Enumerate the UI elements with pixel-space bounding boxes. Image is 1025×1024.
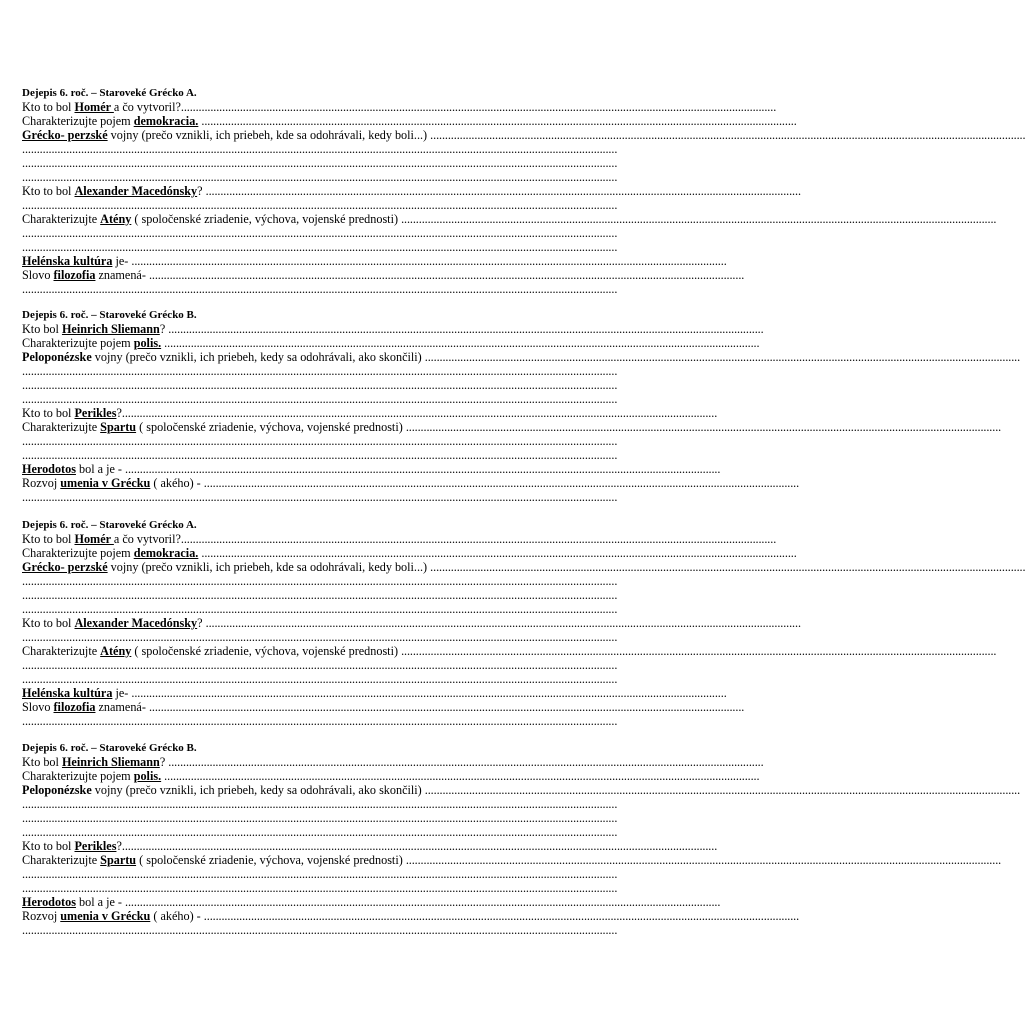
dotted-fill: .......................................................................................................................................................................................................... bbox=[430, 128, 1025, 142]
question-line bbox=[22, 853, 1002, 867]
question-text: ( spoločenské zriadenie, výchova, vojenské prednosti) bbox=[136, 420, 406, 434]
answer-blank-line bbox=[22, 392, 662, 406]
question-line bbox=[22, 755, 764, 769]
question-text: ( akého) - bbox=[150, 476, 204, 490]
dotted-fill: .......................................................................................................................................................................................................... bbox=[22, 811, 618, 825]
key-term: Helénska kultúra bbox=[22, 254, 113, 268]
dotted-fill: .......................................................................................................................................................................................................... bbox=[205, 184, 801, 198]
question-line bbox=[22, 895, 721, 909]
question-text: Kto to bol bbox=[22, 184, 75, 198]
question-line bbox=[22, 909, 800, 923]
key-term: umenia v Grécku bbox=[60, 909, 151, 923]
question-line bbox=[22, 420, 1002, 434]
section-title: Dejepis 6. roč. – Staroveké Grécko B. bbox=[22, 309, 197, 321]
question-line bbox=[22, 406, 718, 420]
dotted-fill: .......................................................................................................................................................................................................... bbox=[22, 672, 618, 686]
answer-blank-line bbox=[22, 881, 662, 895]
key-term: Grécko- perzské bbox=[22, 560, 108, 574]
question-line bbox=[22, 839, 718, 853]
dotted-fill: .......................................................................................................................................................................................................... bbox=[22, 282, 618, 296]
dotted-fill: .......................................................................................................................................................................................................... bbox=[203, 476, 800, 490]
dotted-fill: .......................................................................................................................................................................................................... bbox=[22, 630, 618, 644]
question-line bbox=[22, 769, 760, 783]
answer-blank-line bbox=[22, 434, 662, 448]
question-text: Charakterizujte pojem bbox=[22, 769, 134, 783]
question-text: ( spoločenské zriadenie, výchova, vojenské prednosti) bbox=[136, 853, 406, 867]
question-line bbox=[22, 560, 1025, 574]
worksheet-section bbox=[22, 518, 1025, 728]
worksheet-section bbox=[22, 741, 1021, 937]
question-text: Kto to bol bbox=[22, 616, 75, 630]
key-term: Perikles bbox=[74, 839, 117, 853]
question-text: Charakterizujte bbox=[22, 212, 101, 226]
dotted-fill: .......................................................................................................................................................................................................... bbox=[22, 490, 618, 504]
answer-blank-line bbox=[22, 630, 662, 644]
question-line bbox=[22, 476, 800, 490]
answer-blank-line bbox=[22, 588, 662, 602]
dotted-fill: .......................................................................................................................................................................................................... bbox=[164, 336, 760, 350]
key-term: demokracia. bbox=[133, 546, 199, 560]
dotted-fill: .......................................................................................................................................................................................................... bbox=[22, 156, 618, 170]
question-text: Charakterizujte pojem bbox=[22, 336, 134, 350]
question-line bbox=[22, 700, 745, 714]
question-text: vojny (prečo vznikli, ich priebeh, kde sa odohrávali, kedy boli...) bbox=[107, 128, 431, 142]
question-text: a čo vytvoril? bbox=[113, 100, 181, 114]
question-text: Charakterizujte bbox=[22, 853, 101, 867]
dotted-fill: .......................................................................................................................................................................................................... bbox=[22, 364, 618, 378]
dotted-fill: .......................................................................................................................................................................................................... bbox=[430, 560, 1025, 574]
key-term: demokracia. bbox=[133, 114, 199, 128]
question-text: bol a je - bbox=[75, 462, 126, 476]
key-term: Spartu bbox=[100, 853, 137, 867]
question-line bbox=[22, 322, 764, 336]
question-text: Slovo bbox=[22, 700, 54, 714]
question-text: je- bbox=[112, 254, 132, 268]
answer-blank-line bbox=[22, 378, 662, 392]
dotted-fill: .......................................................................................................................................................................................................... bbox=[148, 700, 745, 714]
dotted-fill: .......................................................................................................................................................................................................... bbox=[22, 392, 618, 406]
question-text: a čo vytvoril? bbox=[113, 532, 181, 546]
dotted-fill: .......................................................................................................................................................................................................... bbox=[22, 198, 618, 212]
question-line bbox=[22, 268, 745, 282]
question-text: vojny (prečo vznikli, ich priebeh, kedy sa odohrávali, ako skončili) bbox=[91, 783, 425, 797]
dotted-fill: .......................................................................................................................................................................................................... bbox=[22, 434, 618, 448]
key-term: polis. bbox=[133, 769, 162, 783]
key-term: polis. bbox=[133, 336, 162, 350]
question-text: Rozvoj bbox=[22, 909, 61, 923]
answer-blank-line bbox=[22, 714, 662, 728]
answer-blank-line bbox=[22, 672, 662, 686]
key-term: Homér bbox=[74, 100, 114, 114]
question-text: Rozvoj bbox=[22, 476, 61, 490]
dotted-fill: .......................................................................................................................................................................................................... bbox=[168, 755, 764, 769]
dotted-fill: .......................................................................................................................................................................................................... bbox=[22, 170, 618, 184]
question-line bbox=[22, 212, 997, 226]
key-term: Alexander Macedónsky bbox=[74, 184, 198, 198]
question-text: ( spoločenské zriadenie, výchova, vojenské prednosti) bbox=[131, 212, 402, 226]
answer-blank-line bbox=[22, 658, 662, 672]
question-text: Kto to bol bbox=[22, 100, 75, 114]
question-line bbox=[22, 783, 1021, 797]
question-text: Kto to bol bbox=[22, 839, 75, 853]
dotted-fill: .......................................................................................................................................................................................................... bbox=[22, 226, 618, 240]
dotted-fill: .......................................................................................................................................................................................................... bbox=[125, 895, 721, 909]
dotted-fill: .......................................................................................................................................................................................................... bbox=[22, 881, 618, 895]
dotted-fill: .......................................................................................................................................................................................................... bbox=[22, 588, 618, 602]
dotted-fill: .......................................................................................................................................................................................................... bbox=[125, 462, 721, 476]
dotted-fill: .......................................................................................................................................................................................................... bbox=[405, 420, 1002, 434]
key-term: Atény bbox=[100, 644, 132, 658]
key-term: Peloponézske bbox=[22, 783, 92, 797]
dotted-fill: .......................................................................................................................................................................................................... bbox=[22, 658, 618, 672]
dotted-fill: .......................................................................................................................................................................................................... bbox=[201, 114, 797, 128]
question-text: Slovo bbox=[22, 268, 54, 282]
dotted-fill: .......................................................................................................................................................................................................... bbox=[405, 853, 1002, 867]
dotted-fill: .......................................................................................................................................................................................................... bbox=[22, 923, 618, 937]
section-title: Dejepis 6. roč. – Staroveké Grécko A. bbox=[22, 87, 197, 99]
dotted-fill: .......................................................................................................................................................................................................... bbox=[203, 909, 800, 923]
question-line bbox=[22, 686, 727, 700]
question-line bbox=[22, 350, 1021, 364]
dotted-fill: .......................................................................................................................................................................................................... bbox=[168, 322, 764, 336]
question-line bbox=[22, 254, 727, 268]
dotted-fill: .......................................................................................................................................................................................................... bbox=[22, 448, 618, 462]
key-term: Heinrich Sliemann bbox=[61, 322, 160, 336]
worksheet-section bbox=[22, 308, 1021, 504]
key-term: Helénska kultúra bbox=[22, 686, 113, 700]
answer-blank-line bbox=[22, 825, 662, 839]
key-term: umenia v Grécku bbox=[60, 476, 151, 490]
question-line bbox=[22, 184, 801, 198]
question-text: Charakterizujte bbox=[22, 644, 101, 658]
key-term: Herodotos bbox=[22, 895, 76, 909]
dotted-fill: .......................................................................................................................................................................................................... bbox=[22, 602, 618, 616]
answer-blank-line bbox=[22, 574, 662, 588]
question-line bbox=[22, 644, 997, 658]
key-term: Heinrich Sliemann bbox=[61, 755, 160, 769]
dotted-fill: .......................................................................................................................................................................................................... bbox=[401, 212, 997, 226]
dotted-fill: .......................................................................................................................................................................................................... bbox=[131, 254, 727, 268]
answer-blank-line bbox=[22, 867, 662, 881]
answer-blank-line bbox=[22, 797, 662, 811]
section-title: Dejepis 6. roč. – Staroveké Grécko A. bbox=[22, 519, 197, 531]
question-line bbox=[22, 100, 777, 114]
dotted-fill: .......................................................................................................................................................................................................... bbox=[22, 378, 618, 392]
dotted-fill: .......................................................................................................................................................................................................... bbox=[22, 240, 618, 254]
worksheet-section bbox=[22, 86, 1025, 296]
key-term: Homér bbox=[74, 532, 114, 546]
dotted-fill: .......................................................................................................................................................................................................... bbox=[201, 546, 797, 560]
answer-blank-line bbox=[22, 226, 662, 240]
key-term: Grécko- perzské bbox=[22, 128, 108, 142]
question-text: bol a je - bbox=[75, 895, 126, 909]
question-text: ( spoločenské zriadenie, výchova, vojenské prednosti) bbox=[131, 644, 402, 658]
dotted-fill: .......................................................................................................................................................................................................... bbox=[424, 350, 1021, 364]
key-term: filozofia bbox=[53, 700, 96, 714]
answer-blank-line bbox=[22, 448, 662, 462]
question-text: Kto to bol bbox=[22, 532, 75, 546]
dotted-fill: .......................................................................................................................................................................................................... bbox=[424, 783, 1021, 797]
question-text: ? bbox=[116, 839, 122, 853]
answer-blank-line bbox=[22, 240, 662, 254]
dotted-fill: .......................................................................................................................................................................................................... bbox=[401, 644, 997, 658]
key-term: Peloponézske bbox=[22, 350, 92, 364]
question-text: je- bbox=[112, 686, 132, 700]
question-text: ? bbox=[116, 406, 122, 420]
dotted-fill: .......................................................................................................................................................................................................... bbox=[22, 797, 618, 811]
question-text: Kto bol bbox=[22, 322, 62, 336]
question-text: vojny (prečo vznikli, ich priebeh, kedy sa odohrávali, ako skončili) bbox=[91, 350, 425, 364]
answer-blank-line bbox=[22, 923, 662, 937]
question-text: Charakterizujte pojem bbox=[22, 546, 134, 560]
question-text: ? bbox=[197, 616, 206, 630]
answer-blank-line bbox=[22, 282, 662, 296]
question-line bbox=[22, 336, 760, 350]
key-term: filozofia bbox=[53, 268, 96, 282]
dotted-fill: .......................................................................................................................................................................................................... bbox=[22, 867, 618, 881]
question-text: vojny (prečo vznikli, ich priebeh, kde sa odohrávali, kedy boli...) bbox=[107, 560, 431, 574]
dotted-fill: .......................................................................................................................................................................................................... bbox=[205, 616, 801, 630]
answer-blank-line bbox=[22, 170, 662, 184]
question-text: Kto to bol bbox=[22, 406, 75, 420]
answer-blank-line bbox=[22, 156, 662, 170]
dotted-fill: .......................................................................................................................................................................................................... bbox=[131, 686, 727, 700]
dotted-fill: .......................................................................................................................................................................................................... bbox=[180, 100, 777, 114]
key-term: Alexander Macedónsky bbox=[74, 616, 198, 630]
dotted-fill: .......................................................................................................................................................................................................... bbox=[121, 406, 718, 420]
dotted-fill: .......................................................................................................................................................................................................... bbox=[22, 142, 618, 156]
key-term: Herodotos bbox=[22, 462, 76, 476]
question-text: ? bbox=[159, 322, 169, 336]
question-text: znamená- bbox=[95, 268, 149, 282]
answer-blank-line bbox=[22, 198, 662, 212]
answer-blank-line bbox=[22, 811, 662, 825]
question-line bbox=[22, 114, 797, 128]
question-line bbox=[22, 546, 797, 560]
answer-blank-line bbox=[22, 142, 662, 156]
dotted-fill: .......................................................................................................................................................................................................... bbox=[22, 574, 618, 588]
section-title: Dejepis 6. roč. – Staroveké Grécko B. bbox=[22, 742, 197, 754]
question-line bbox=[22, 532, 777, 546]
question-text: ? bbox=[197, 184, 206, 198]
dotted-fill: .......................................................................................................................................................................................................... bbox=[22, 825, 618, 839]
dotted-fill: .......................................................................................................................................................................................................... bbox=[164, 769, 760, 783]
dotted-fill: .......................................................................................................................................................................................................... bbox=[148, 268, 745, 282]
dotted-fill: .......................................................................................................................................................................................................... bbox=[121, 839, 718, 853]
answer-blank-line bbox=[22, 602, 662, 616]
question-text: Charakterizujte bbox=[22, 420, 101, 434]
question-text: Charakterizujte pojem bbox=[22, 114, 134, 128]
question-line bbox=[22, 462, 721, 476]
question-line bbox=[22, 616, 801, 630]
answer-blank-line bbox=[22, 364, 662, 378]
answer-blank-line bbox=[22, 490, 662, 504]
key-term: Spartu bbox=[100, 420, 137, 434]
question-line bbox=[22, 128, 1025, 142]
question-text: ? bbox=[159, 755, 169, 769]
dotted-fill: .......................................................................................................................................................................................................... bbox=[22, 714, 618, 728]
question-text: Kto bol bbox=[22, 755, 62, 769]
key-term: Perikles bbox=[74, 406, 117, 420]
question-text: znamená- bbox=[95, 700, 149, 714]
key-term: Atény bbox=[100, 212, 132, 226]
question-text: ( akého) - bbox=[150, 909, 204, 923]
dotted-fill: .......................................................................................................................................................................................................... bbox=[180, 532, 777, 546]
